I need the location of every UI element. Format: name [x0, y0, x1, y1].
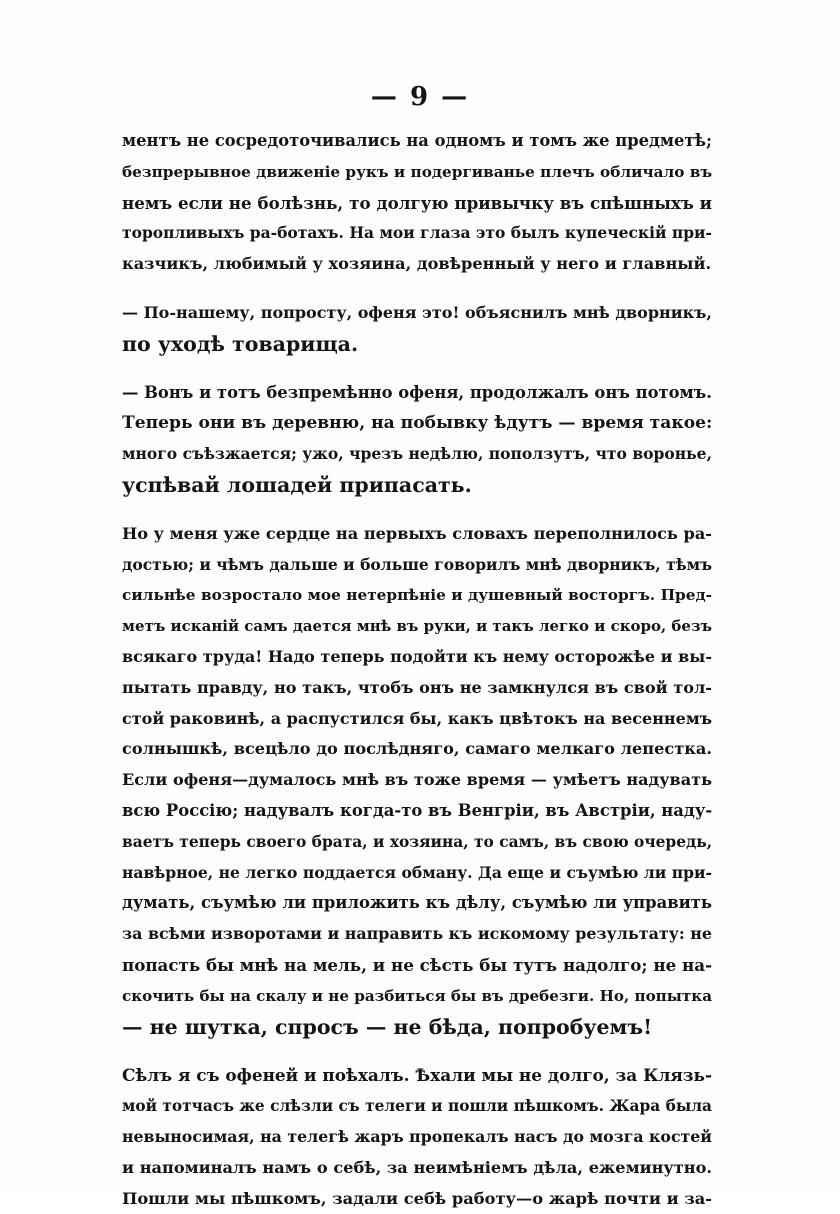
text-line: и напоминалъ намъ о себѣ, за неимѣніемъ дѣла, ежеминутно.	[122, 1153, 712, 1184]
text-line: мой тотчасъ же слѣзли съ телеги и пошли пѣшкомъ. Жара была	[122, 1091, 712, 1122]
text-line: Если офеня—думалось мнѣ въ тоже время — умѣетъ надувать	[122, 765, 712, 796]
text-line: — Вонъ и тотъ безпремѣнно офеня, продолжалъ онъ потомъ.	[122, 378, 712, 409]
text-line: скочить бы на скалу и не разбиться бы въ дребезги. Но, попытка	[122, 981, 712, 1012]
text-line: торопливыхъ ра-ботахъ. На мои глаза это былъ купеческій при-	[122, 218, 712, 249]
text-line: по уходѣ товарища.	[122, 329, 712, 360]
paragraph-2	[122, 298, 712, 360]
text-line: за всѣми изворотами и направить къ искомому результату: не	[122, 919, 712, 950]
body-text	[122, 126, 712, 1214]
text-line: много съѣзжается; ужо, чрезъ недѣлю, поползутъ, что воронье,	[122, 439, 712, 470]
text-line: пытать правду, но такъ, чтобъ онъ не замкнулся въ свой тол-	[122, 673, 712, 704]
text-line: достью; и чѣмъ дальше и больше говорилъ мнѣ дворникъ, тѣмъ	[122, 550, 712, 581]
text-line: Сѣлъ я съ офеней и поѣхалъ. Ѣхали мы не долго, за Клязь-	[122, 1060, 712, 1091]
text-line: думать, съумѣю ли приложить къ дѣлу, съумѣю ли управить	[122, 888, 712, 919]
text-line: метъ исканій самъ дается мнѣ въ руки, и такъ легко и скоро, безъ	[122, 611, 712, 642]
text-line: попасть бы мнѣ на мель, и не сѣсть бы тутъ надолго; не на-	[122, 950, 712, 981]
page-number: — 9 —	[0, 82, 840, 112]
text-line: солнышкѣ, всецѣло до послѣдняго, самаго мелкаго лепестка.	[122, 734, 712, 765]
text-line: всю Россію; надувалъ когда-то въ Венгріи, въ Австріи, наду-	[122, 796, 712, 827]
text-line: навѣрное, не легко поддается обману. Да еще и съумѣю ли при-	[122, 858, 712, 889]
text-line: всякаго труда! Надо теперь подойти къ нему осторожѣе и вы-	[122, 642, 712, 673]
text-line: Пошли мы пѣшкомъ, задали себѣ работу—о жарѣ почти и за-	[122, 1184, 712, 1214]
text-line: Но у меня уже сердце на первыхъ словахъ переполнилось ра-	[122, 519, 712, 550]
text-line: невыносимая, на телегѣ жаръ пропекалъ насъ до мозга костей	[122, 1122, 712, 1153]
text-line: — не шутка, спросъ — не бѣда, попробуемъ!	[122, 1012, 712, 1043]
paragraph-1	[122, 126, 712, 280]
paragraph-4	[122, 519, 712, 1043]
text-line: стой раковинѣ, а распустился бы, какъ цвѣтокъ на весеннемъ	[122, 704, 712, 735]
text-line: ваетъ теперь своего брата, и хозяина, то самъ, въ свою очередь,	[122, 827, 712, 858]
text-line: сильнѣе возростало мое нетерпѣніе и душевный восторгъ. Пред-	[122, 580, 712, 611]
text-line: казчикъ, любимый у хозяина, довѣренный у него и главный.	[122, 249, 712, 280]
paragraph-3	[122, 378, 712, 501]
text-line: немъ если не болѣзнь, то долгую привычку въ спѣшныхъ и	[122, 188, 712, 219]
text-line: ментъ не сосредоточивались на одномъ и томъ же предметѣ;	[122, 126, 712, 157]
text-line: Теперь они въ деревню, на побывку ѣдутъ — время такое:	[122, 408, 712, 439]
text-line: — По-нашему, попросту, офеня это! объяснилъ мнѣ дворникъ,	[122, 298, 712, 329]
text-line: успѣвай лошадей припасать.	[122, 470, 712, 501]
text-line: безпрерывное движеніе рукъ и подергиванье плечъ обличало въ	[122, 157, 712, 188]
